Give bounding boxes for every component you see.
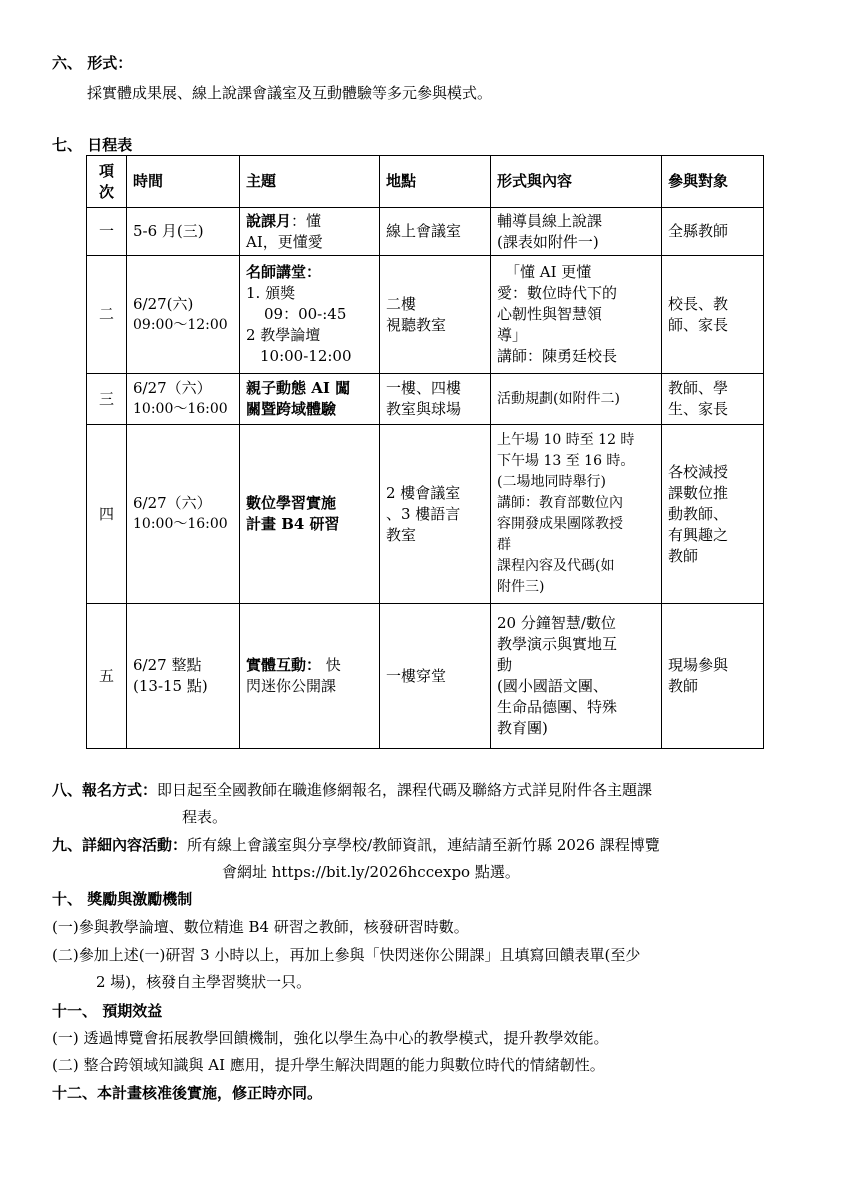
row-time: 6/27 整點 (13-15 點) (127, 604, 240, 749)
section-6-body: 採實體成果展、線上說課會議室及互動體驗等多元參與模式。 (87, 84, 493, 102)
row-place: 一樓、四樓 教室與球場 (380, 374, 491, 425)
header-content: 形式與內容 (491, 156, 662, 208)
row-content: 「懂 AI 更懂 愛：數位時代下的 心韌性與智慧領 導」 講師：陳勇廷校長 (491, 256, 662, 374)
section-9-line1: 所有線上會議室與分享學校/教師資訊，連結請至新竹縣 2026 課程博覽 (187, 836, 660, 854)
schedule-table (86, 155, 764, 749)
section-6-title: 六、 形式： (52, 54, 133, 72)
row-content: 20 分鐘智慧/數位 教學演示與實地互 動 (國小國語文團、 生命品德團、特殊 教育團) (491, 604, 662, 749)
row-time: 6/27（六） 10:00～16:00 (127, 374, 240, 425)
section-11-item-1: (一) 透過博覽會拓展教學回饋機制，強化以學生為中心的教學模式，提升教學效能。 (52, 1029, 609, 1047)
table-row (87, 374, 764, 425)
section-11-item-2: (二) 整合跨領域知識與 AI 應用，提升學生解決問題的能力與數位時代的情緒韌性。 (52, 1056, 605, 1074)
row-topic: 名師講堂： 1. 頒獎 09：00-:45 2 教學論壇 10:00-12:00 (240, 256, 380, 374)
row-topic: 實體互動： 快 閃迷你公開課 (240, 604, 380, 749)
row-no: 一 (87, 208, 127, 256)
row-audience: 全縣教師 (662, 208, 764, 256)
row-place: 一樓穿堂 (380, 604, 491, 749)
table-header-row (87, 156, 764, 208)
row-no: 二 (87, 256, 127, 374)
section-8-line1: 即日起至全國教師在職進修網報名，課程代碼及聯絡方式詳見附件各主題課 (157, 781, 653, 799)
section-10-title: 十、 獎勵與激勵機制 (52, 890, 193, 908)
header-no: 項 次 (87, 156, 127, 208)
table-row (87, 208, 764, 256)
section-8-line2: 程表。 (182, 808, 228, 826)
section-9-label: 九、詳細內容活動： (52, 836, 188, 854)
table-row (87, 256, 764, 374)
header-time: 時間 (127, 156, 240, 208)
header-topic: 主題 (240, 156, 380, 208)
row-time: 6/27(六) 09:00～12:00 (127, 256, 240, 374)
section-8-label: 八、報名方式： (52, 781, 158, 799)
table-row (87, 425, 764, 604)
row-audience: 教師、學 生、家長 (662, 374, 764, 425)
row-time: 5-6 月(三) (127, 208, 240, 256)
header-audience: 參與對象 (662, 156, 764, 208)
row-place: 二樓 視聽教室 (380, 256, 491, 374)
row-topic: 說課月：懂 AI，更懂愛 (240, 208, 380, 256)
section-8 (52, 779, 652, 800)
row-topic: 數位學習實施 計畫 B4 研習 (240, 425, 380, 604)
row-place: 線上會議室 (380, 208, 491, 256)
row-place: 2 樓會議室 、3 樓語言 教室 (380, 425, 491, 604)
row-audience: 現場參與 教師 (662, 604, 764, 749)
header-place: 地點 (380, 156, 491, 208)
table-row (87, 604, 764, 749)
row-content: 上午場 10 時至 12 時 下午場 13 至 16 時。 (二場地同時舉行) 講師：教育部數位內 容開發成果團隊教授 群 課程內容及代碼(如 附件三) (491, 425, 662, 604)
section-11-title: 十一、 預期效益 (52, 1002, 163, 1020)
row-topic: 親子動態 AI 闖 關暨跨域體驗 (240, 374, 380, 425)
row-content: 活動規劃(如附件二) (491, 374, 662, 425)
row-audience: 校長、教 師、家長 (662, 256, 764, 374)
row-no: 四 (87, 425, 127, 604)
section-12-title: 十二、本計畫核准後實施，修正時亦同。 (52, 1084, 323, 1102)
section-9 (52, 834, 660, 855)
section-7-title: 七、 日程表 (52, 136, 133, 154)
row-content: 輔導員線上說課 (課表如附件一) (491, 208, 662, 256)
section-10-item-1: (一)參與教學論壇、數位精進 B4 研習之教師，核發研習時數。 (52, 918, 469, 936)
section-9-line2: 會網址 https://bit.ly/2026hccexpo 點選。 (222, 863, 520, 881)
row-audience: 各校減授 課數位推 動教師、 有興趣之 教師 (662, 425, 764, 604)
row-no: 五 (87, 604, 127, 749)
section-10-item-2-line-1: (二)參加上述(一)研習 3 小時以上，再加上參與「快閃迷你公開課」且填寫回饋表單(至少 (52, 946, 641, 964)
row-time: 6/27（六） 10:00～16:00 (127, 425, 240, 604)
section-10-item-2-line-2: 2 場)，核發自主學習獎狀一只。 (96, 973, 312, 991)
row-no: 三 (87, 374, 127, 425)
